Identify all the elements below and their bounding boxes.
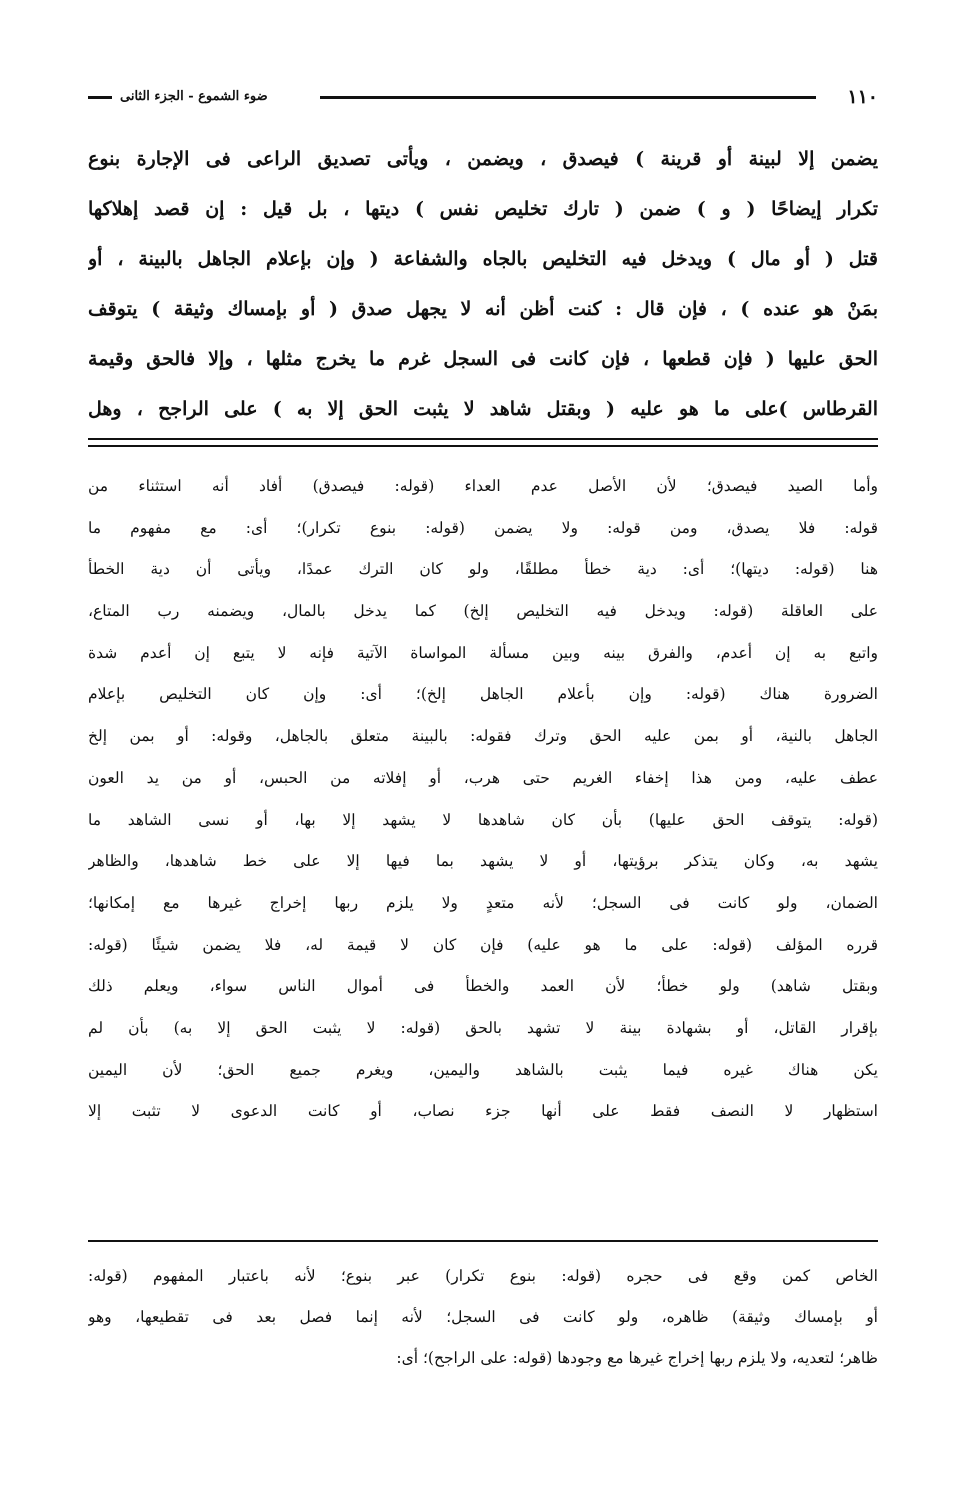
footnote-text	[88, 1256, 878, 1379]
page-header	[88, 84, 878, 114]
commentary-line: على العاقلة (قوله: ويدخل فيه التخليص إلخ) كما يدخل بالمال، ويضمنه رب المتاع،	[88, 602, 878, 621]
footnote-line: ظاهر؛ لتعديه، ولا يلزم ربها إخراج غيرها مع وجودها (قوله: على الراجح)؛ أى:	[396, 1349, 878, 1367]
commentary-line: هنا (قوله: ديتها)؛ أى: دية خطأ مطلقًا، ولو كان الترك عمدًا، ويأتى أن دية الخطأ	[88, 560, 878, 579]
commentary-line: الجاهل بالنية، أو بمن عليه الحق وترك فقوله: بالبينة متعلق بالجاهل، وقوله: أو بمن إلخ	[88, 727, 878, 746]
commentary-line: قوله: فلا يصدق، ومن قوله: ولا يضمن (قوله: بنوع تكرار)؛ أى: مع مفهوم ما	[88, 518, 878, 537]
main-text-line: بمَنْ هو عنده ) ، فإن قال : كنت أظن أنه لا يجهل صدق ( أو بإمساك وثيقة ) يتوقف	[88, 298, 878, 320]
footnote-line: الخاص كمن وقع فى حجره (قوله: بنوع تكرار) عبر بنوع؛ لأنه باعتبار المفهوم (قوله:	[88, 1267, 878, 1285]
commentary-line: يشهد به، وكان يتذكر برؤيتها، أو لا يشهد بما فيها إلا على خط شاهدها، والظاهر	[88, 852, 878, 871]
main-text-line: تكرار إيضاحًا ( و ) ضمن ( تارك تخليص نفس ) ديتها ، بل قيل : إن قصد إهلاكها	[88, 198, 878, 220]
commentary-line: (قوله: يتوقف الحق عليها) بأن كان شاهدها لا يشهد إلا بها، أو نسى الشاهد ما	[88, 810, 878, 829]
commentary-line: بإقرار القاتل، أو بشهادة بينة لا تشهد بالحق (قوله: لا يثبت الحق إلا به) بأن لم	[88, 1018, 878, 1037]
double-divider	[88, 438, 878, 450]
commentary-line: واتبع به إن أعدم، والفرق بينه وبين مسألة المواساة الآتية فإنه لا يتبع إن أعدم شدة	[88, 643, 878, 662]
main-text-line: يضمن إلا لبينة أو قرينة ) فيصدق ، ويضمن ، ويأتى تصديق الراعى فى الإجارة بنوع	[88, 148, 878, 170]
commentary-line: وأما الصيد فيصدق؛ لأن الأصل عدم العداء (قوله: فيصدق) أفاد أنه استثناء من	[88, 477, 878, 495]
header-dash	[88, 96, 112, 99]
page-number: ١١٠	[847, 86, 878, 108]
commentary-line: الضرورة هناك (قوله: وإن بأعلام الجاهل إلخ)؛ أى: وإن كان التخليص بإعلام	[88, 685, 878, 704]
main-text-line: القرطاس )على ما هو عليه ( وبقتل شاهد لا يثبت الحق إلا به ) على الراجح ، وهل	[88, 398, 878, 420]
main-text	[88, 134, 878, 434]
commentary-line: عطف عليه، ومن هذا إخفاء الغريم حتى هرب، أو إفلاته من الحبس، أو من يد العون	[88, 768, 878, 787]
commentary-text	[88, 466, 878, 1133]
main-text-line: قتل ( أو مال ) ويدخل فيه التخليص بالجاه والشفاعة ( وإن بإعلام الجاهل بالبينة ، أو	[88, 248, 878, 270]
footnote-line: أو بإمساك وثيقة) ظاهره، ولو كانت فى السجل؛ لأنه إنما فصل بعد فى تقطيعها، وهو	[88, 1308, 878, 1326]
footnote-divider	[88, 1240, 878, 1242]
commentary-line: يكن هناك غيره فيما يثبت بالشاهد واليمين، ويغرم جميع الحق؛ لأن اليمين	[88, 1060, 878, 1079]
divider-line-top	[88, 438, 878, 440]
commentary-line: قرره المؤلف (قوله: على ما هو عليه) فإن كان لا قيمة له، فلا يضمن شيئًا (قوله:	[88, 935, 878, 954]
commentary-line: استظهار لا النصف فقط على أنها جزء نصاب، أو كانت الدعوى لا تثبت إلا	[88, 1102, 878, 1121]
divider-line-bottom	[88, 445, 878, 447]
running-title: ضوء الشموع - الجزء الثانى	[120, 89, 268, 104]
commentary-line: وبقتل شاهد) ولو خطأ؛ لأن العمد والخطأ فى أموال الناس سواء، ويعلم ذلك	[88, 977, 878, 996]
main-text-line: الحق عليها ( فإن قطعها ، فإن كانت فى السجل غرم ما يخرج مثلها ، وإلا فالحق وقيمة	[88, 348, 878, 370]
commentary-line: الضمان، ولو كانت فى السجل؛ لأنه متعدٍ ولا يلزم ربها إخراج غيرها مع إمكانها؛	[88, 893, 878, 912]
header-rule	[320, 96, 816, 99]
